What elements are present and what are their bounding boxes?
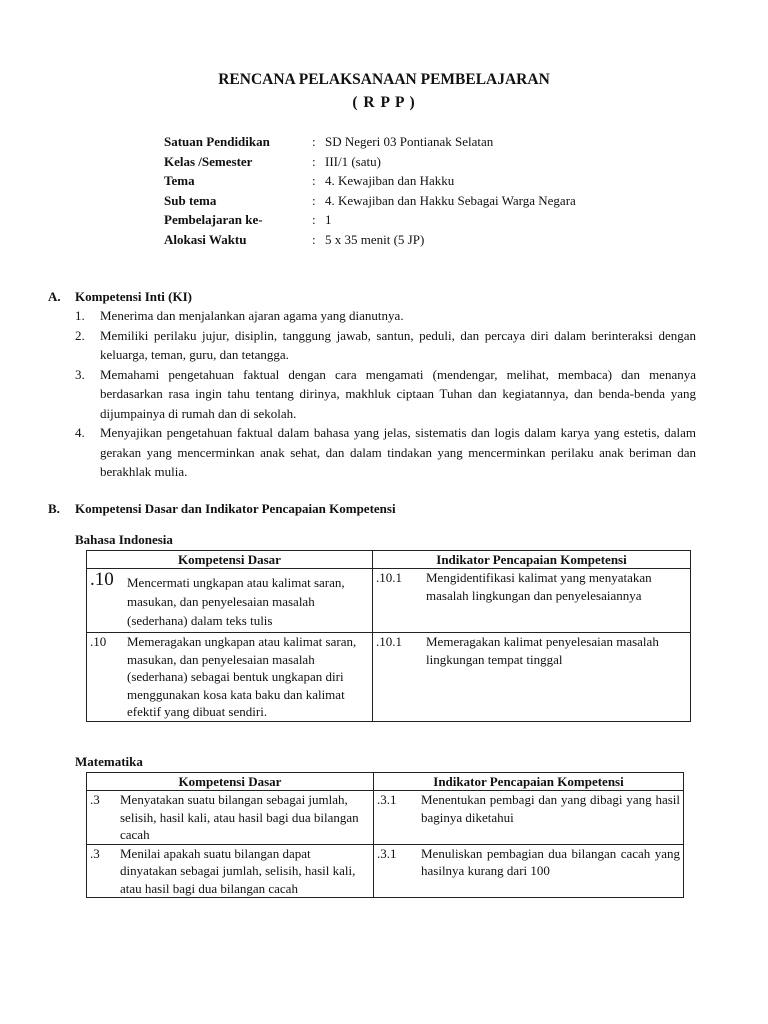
identity-label: Kelas /Semester — [164, 153, 253, 169]
bahasa-table — [86, 550, 691, 722]
ki-number: 4. — [75, 425, 85, 440]
list-item — [75, 306, 696, 326]
identity-row — [164, 210, 576, 230]
identity-value: SD Negeri 03 Pontianak Selatan — [325, 134, 494, 149]
kd-cell — [87, 569, 373, 633]
identity-value: III/1 (satu) — [325, 153, 381, 169]
identity-colon: : — [312, 231, 316, 247]
identity-row — [164, 152, 576, 172]
identity-row — [164, 191, 576, 211]
ki-text: Menerima dan menjalankan ajaran agama yang dianutnya. — [100, 308, 404, 323]
identity-colon: : — [312, 212, 316, 228]
table-header-row — [87, 551, 691, 569]
ki-text: Memahami pengetahuan faktual dengan cara mengamati (mendengar, melihat, membaca) dan menanya berdasarkan rasa ingin tahu tentang dirinya, makhluk ciptaan Tuhan dan kegiatannya, dan benda-benda yang dijumpainya di rumah dan di sekolah. — [100, 366, 696, 421]
kd-cell — [87, 791, 374, 845]
kd-code: .10 — [90, 634, 107, 649]
ipk-code: .3.1 — [377, 792, 397, 807]
ipk-text: Menuliskan pembagian dua bilangan cacah yang hasilnya kurang dari 100 — [421, 845, 680, 878]
section-a-heading — [48, 287, 192, 307]
ki-number: 2. — [75, 327, 85, 343]
list-item — [75, 423, 696, 482]
kd-text: Memeragakan ungkapan atau kalimat saran, masukan, dan penyelesaian masalah (sederhana) sebagai bentuk ungkapan diri menggunakan kosa kata baku dan kalimat efektif yang dibuat sendiri. — [127, 634, 357, 719]
kd-code: .3 — [90, 845, 100, 861]
ipk-code: .10.1 — [376, 570, 402, 585]
table-row — [87, 569, 691, 633]
column-header-ipk: Indikator Pencapaian Kompetensi — [374, 773, 684, 791]
identity-label: Tema — [164, 173, 195, 189]
list-item — [75, 365, 696, 424]
identity-value: 4. Kewajiban dan Hakku — [325, 173, 455, 189]
identity-row — [164, 132, 576, 152]
identity-label: Pembelajaran ke- — [164, 212, 263, 228]
matematika-heading: Matematika — [75, 754, 143, 769]
ki-text: Memiliki perilaku jujur, disiplin, tanggung jawab, santun, peduli, dan percaya diri dalam berinteraksi dengan keluarga, teman, guru, dan tetangga. — [100, 327, 696, 362]
matematika-table — [86, 772, 684, 898]
ipk-cell — [373, 569, 691, 633]
identity-label: Sub tema — [164, 192, 217, 208]
document-title: RENCANA PELAKSANAAN PEMBELAJARAN — [218, 71, 550, 88]
ipk-cell — [373, 633, 691, 722]
section-a-title: Kompetensi Inti (KI) — [75, 289, 192, 304]
identity-label: Satuan Pendidikan — [164, 134, 270, 149]
kd-code: .3 — [90, 792, 100, 807]
kd-cell — [87, 844, 374, 898]
section-b-letter: B. — [48, 501, 60, 516]
ipk-text: Menentukan pembagi dan yang dibagi yang hasil baginya diketahui — [421, 792, 680, 825]
section-b-title: Kompetensi Dasar dan Indikator Pencapaian Kompetensi — [75, 501, 396, 516]
table-header-row — [87, 773, 684, 791]
kd-code: .10 — [90, 569, 114, 590]
ki-number: 1. — [75, 308, 85, 323]
identity-colon: : — [312, 153, 316, 169]
ipk-code: .10.1 — [376, 634, 402, 649]
ipk-text: Memeragakan kalimat penyelesaian masalah lingkungan tempat tinggal — [426, 634, 659, 667]
column-header-ipk: Indikator Pencapaian Kompetensi — [373, 551, 691, 569]
ipk-cell — [374, 791, 684, 845]
identity-colon: : — [312, 192, 316, 208]
table-row — [87, 844, 684, 898]
section-b-heading — [48, 499, 396, 519]
identity-value: 5 x 35 menit (5 JP) — [325, 231, 425, 247]
ki-text: Menyajikan pengetahuan faktual dalam bahasa yang jelas, sistematis dan logis dalam karya yang estetis, dalam gerakan yang mencerminkan anak sehat, dan dalam tindakan yang mencerminkan perilaku anak beriman dan berakhlak mulia. — [100, 425, 696, 479]
kd-text: Mencermati ungkapan atau kalimat saran, masukan, dan penyelesaian masalah (sederhana) dalam teks tulis — [127, 575, 345, 628]
ipk-text: Mengidentifikasi kalimat yang menyatakan masalah lingkungan dan penyelesaiannya — [426, 570, 652, 603]
identity-row — [164, 171, 576, 191]
column-header-kd: Kompetensi Dasar — [87, 551, 373, 569]
list-item — [75, 326, 696, 365]
identity-row — [164, 230, 576, 250]
identity-colon: : — [312, 173, 316, 189]
identity-value: 4. Kewajiban dan Hakku Sebagai Warga Negara — [325, 192, 576, 208]
table-row — [87, 791, 684, 845]
identity-label: Alokasi Waktu — [164, 231, 247, 247]
kd-text: Menyatakan suatu bilangan sebagai jumlah, selisih, hasil kali, atau hasil bagi dua bilangan cacah — [120, 792, 359, 842]
identity-colon: : — [312, 134, 316, 149]
document-subtitle: ( R P P ) — [352, 94, 416, 111]
ki-list — [75, 306, 696, 482]
kd-text: Menilai apakah suatu bilangan dapat dinyatakan sebagai jumlah, selisih, hasil kali, atau hasil bagi dua bilangan cacah — [120, 845, 356, 896]
kd-cell — [87, 633, 373, 722]
identity-value: 1 — [325, 212, 332, 228]
section-a-letter: A. — [48, 289, 61, 304]
ki-number: 3. — [75, 366, 85, 382]
column-header-kd: Kompetensi Dasar — [87, 773, 374, 791]
ipk-code: .3.1 — [377, 845, 397, 861]
table-row — [87, 633, 691, 722]
bahasa-heading: Bahasa Indonesia — [75, 532, 173, 547]
identity-block — [164, 132, 576, 250]
ipk-cell — [374, 844, 684, 898]
